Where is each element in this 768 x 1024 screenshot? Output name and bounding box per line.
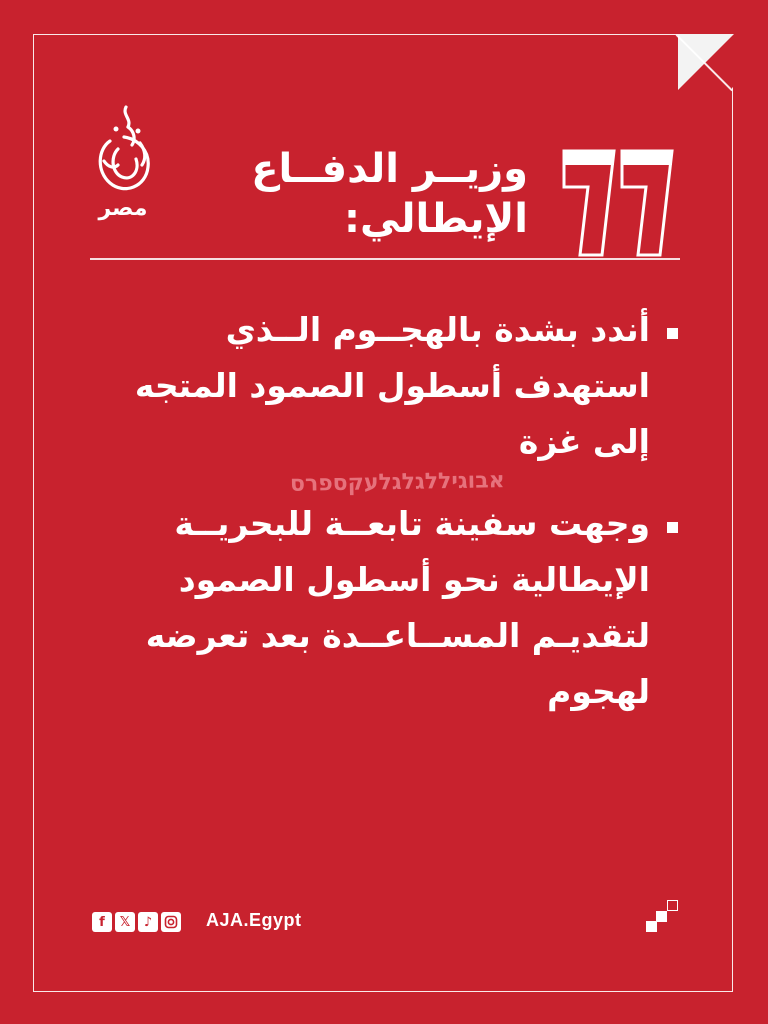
bullet-item-2 (110, 496, 650, 720)
x-icon[interactable]: 𝕏 (115, 912, 135, 932)
quote-mark-icon (558, 147, 678, 259)
watermark: אבוגיללגלגלעקספרס (289, 468, 505, 497)
bullet-text-1: أندد بشدة بالهجــوم الــذي استهدف أسطول الصمود المتجه إلى غزة (134, 310, 650, 461)
bullet-item-1 (110, 302, 650, 470)
social-icons (92, 912, 181, 932)
instagram-icon[interactable] (161, 912, 181, 932)
title-divider (90, 258, 680, 260)
decorative-squares-icon (646, 900, 678, 932)
title-line-2: الإيطالي: (344, 196, 528, 242)
page-title (251, 144, 528, 244)
tiktok-icon[interactable]: ♪ (138, 912, 158, 932)
bullet-text-2: وجهت سفينة تابعــة للبحريــة الإيطالية نحو أسطول الصمود لتقديـم المســاعــدة بعد تعرضه لهجوم (145, 504, 650, 711)
brand-handle: AJA.Egypt (206, 910, 302, 930)
bullet-square-icon (667, 522, 678, 533)
facebook-icon[interactable]: f (92, 912, 112, 932)
title-line-1: وزيــر الدفــاع (251, 146, 528, 192)
bullet-square-icon (667, 328, 678, 339)
logo-subtitle: مصر (98, 196, 148, 221)
page-fold-corner (678, 34, 734, 90)
